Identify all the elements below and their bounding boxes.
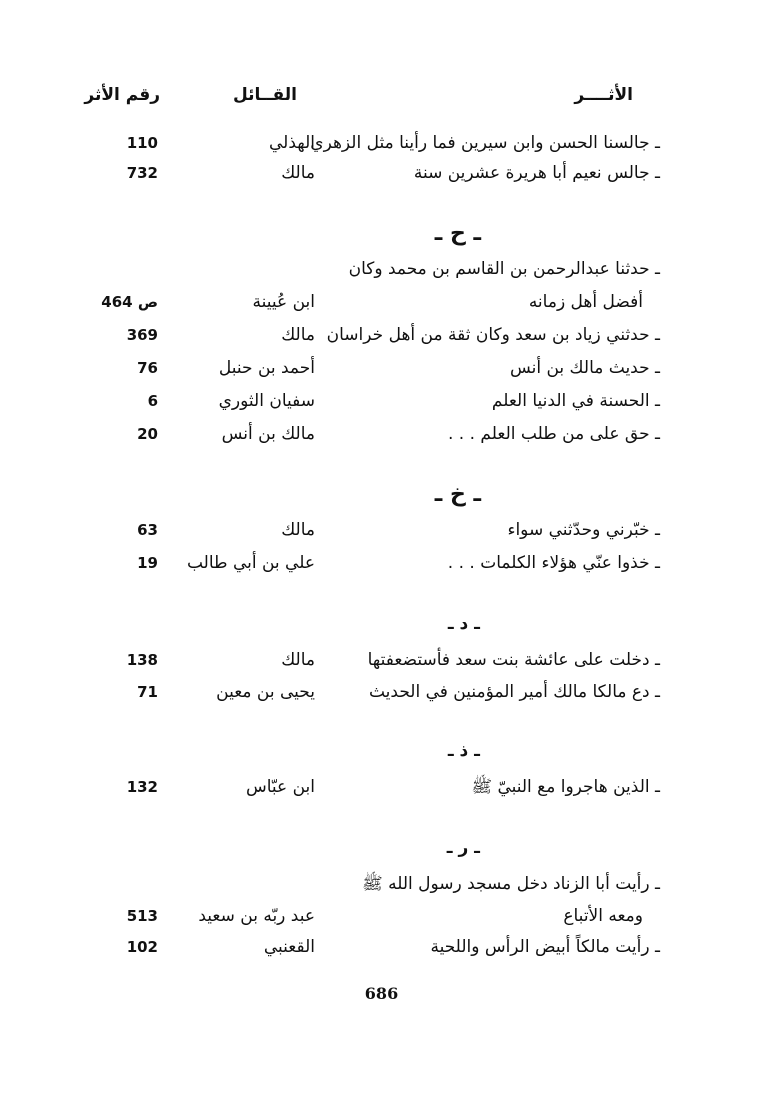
header-qail: القــائل	[232, 85, 297, 105]
qail-name: ابن عُيينة	[252, 292, 315, 312]
section-heading-ra	[0, 831, 763, 865]
athar-number: 20	[137, 425, 158, 443]
table-row	[0, 515, 763, 545]
qail-name: مالك	[281, 325, 315, 345]
table-row	[0, 386, 763, 416]
qail-name: مالك	[281, 163, 315, 183]
athar-number: 369	[126, 326, 158, 344]
table-header	[0, 80, 763, 110]
athar-text: ـ خذوا عنّي هؤلاء الكلمات . . .	[447, 553, 660, 573]
section-letter: ـ ح ـ	[434, 221, 481, 246]
athar-number: 102	[126, 938, 158, 956]
athar-text: ـ حق على من طلب العلم . . .	[448, 424, 660, 444]
section-letter: ـ د ـ	[447, 614, 480, 634]
athar-text: ـ حدثنا عبدالرحمن بن القاسم بن محمد وكان	[348, 259, 660, 279]
table-row	[0, 287, 763, 317]
athar-text: ـ حدثني زياد بن سعد وكان ثقة من أهل خراسان	[326, 325, 660, 345]
table-row	[0, 254, 763, 284]
athar-text: ـ خبّرني وحدّثني سواء	[507, 520, 660, 540]
table-row	[0, 677, 763, 707]
header-raqm: رقم الأثر	[84, 85, 160, 105]
table-row	[0, 548, 763, 578]
athar-number: 513	[126, 907, 158, 925]
qail-name: يحيى بن معين	[216, 682, 315, 702]
qail-name: سفيان الثوري	[218, 391, 315, 411]
section-heading-ha	[0, 217, 763, 251]
athar-text: ـ رأيت أبا الزناد دخل مسجد رسول الله ﷺ	[362, 874, 660, 894]
athar-text: ـ رأيت مالكاً أبيض الرأس واللحية	[430, 937, 660, 957]
athar-text: ومعه الأتباع	[563, 906, 643, 926]
table-row	[0, 320, 763, 350]
page-number: 686	[364, 984, 399, 1003]
athar-number: 110	[126, 134, 158, 152]
section-heading-dal	[0, 607, 763, 641]
athar-text: ـ حديث مالك بن أنس	[509, 358, 660, 378]
qail-name: مالك بن أنس	[221, 424, 315, 444]
qail-name: مالك	[281, 520, 315, 540]
athar-text: ـ الحسنة في الدنيا العلم	[491, 391, 660, 411]
athar-text: ـ الذين هاجروا مع النبيّ ﷺ	[471, 777, 660, 797]
table-row	[0, 419, 763, 449]
section-letter: ـ خ ـ	[434, 482, 481, 507]
section-letter: ـ ر ـ	[446, 838, 480, 858]
qail-name: ابن عبّاس	[245, 777, 315, 797]
athar-text: ـ دخلت على عائشة بنت سعد فأستضعفتها	[367, 650, 660, 670]
qail-name: عبد ربّه بن سعيد	[198, 906, 315, 926]
section-letter: ـ ذ ـ	[447, 741, 480, 761]
athar-number: 63	[137, 521, 158, 539]
qail-name: مالك	[281, 650, 315, 670]
table-row	[0, 128, 763, 158]
header-athar: الأثــــر	[574, 85, 633, 105]
qail-name: علي بن أبي طالب	[186, 553, 315, 573]
qail-name: القعنبي	[263, 937, 315, 957]
athar-number: ص 464	[101, 293, 158, 311]
athar-number: 71	[137, 683, 158, 701]
athar-number: 138	[126, 651, 158, 669]
athar-number: 6	[147, 392, 158, 410]
athar-number: 732	[126, 164, 158, 182]
athar-text: ـ جالس نعيم أبا هريرة عشرين سنة	[413, 163, 660, 183]
athar-text: ـ دع مالكا مالك أمير المؤمنين في الحديث	[368, 682, 660, 702]
qail-name: الهذلي	[268, 133, 315, 153]
section-heading-kha	[0, 478, 763, 512]
table-row	[0, 901, 763, 931]
athar-text: ـ جالسنا الحسن وابن سيرين فما رأينا مثل الزهري	[310, 133, 660, 153]
table-row	[0, 158, 763, 188]
table-row	[0, 932, 763, 962]
athar-number: 132	[126, 778, 158, 796]
athar-text: أفضل أهل زمانه	[528, 292, 643, 312]
table-row	[0, 645, 763, 675]
table-row	[0, 772, 763, 802]
athar-number: 19	[137, 554, 158, 572]
qail-name: أحمد بن حنبل	[218, 358, 315, 378]
section-heading-dhal	[0, 734, 763, 768]
table-row	[0, 869, 763, 899]
athar-number: 76	[137, 359, 158, 377]
table-row	[0, 353, 763, 383]
